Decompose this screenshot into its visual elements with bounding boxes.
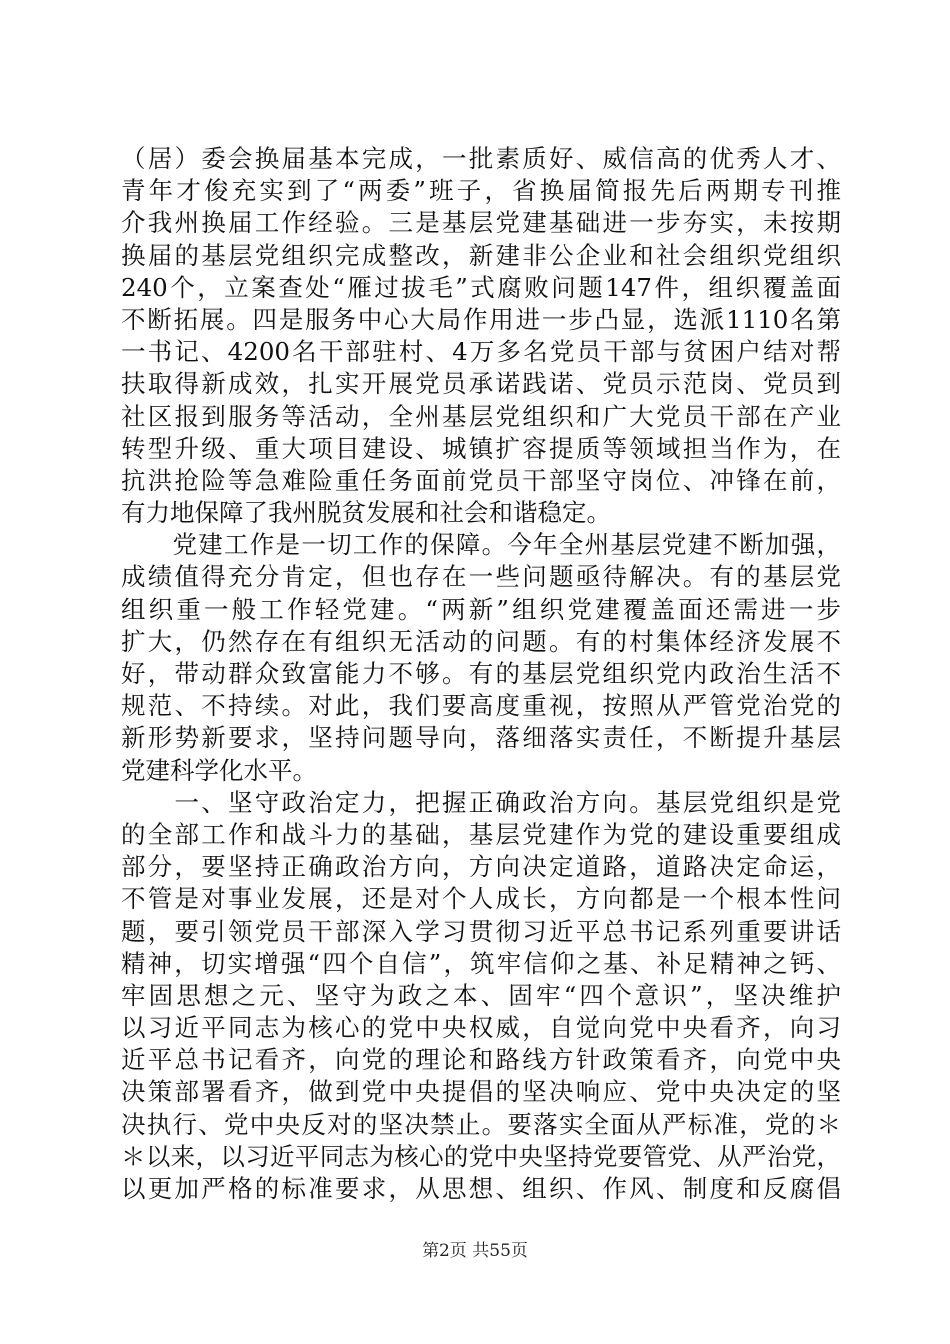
text-line-14: 成绩值得充分肯定，但也存在一些问题亟待解决。有的基层党 (121, 562, 841, 592)
text-line-5: 240个，立案查处“雁过拔毛”式腐败问题147件，组织覆盖面 (121, 272, 841, 302)
document-body (121, 143, 841, 1205)
text-line-29: 近平总书记看齐，向党的理论和路线方针政策看齐，向党中央 (121, 1045, 841, 1075)
text-line-23: 部分，要坚持正确政治方向，方向决定道路，道路决定命运， (121, 852, 841, 882)
text-line-12: 有力地保障了我州脱贫发展和社会和谐稳定。 (121, 498, 611, 528)
text-line-11: 抗洪抢险等急难险重任务面前党员干部坚守岗位、冲锋在前， (121, 465, 841, 495)
text-line-20: 党建科学化水平。 (121, 755, 317, 785)
text-line-22: 的全部工作和战斗力的基础，基层党建作为党的建设重要组成 (121, 819, 841, 849)
text-line-18: 规范、不持续。对此，我们要高度重视，按照从严管党治党的 (121, 691, 841, 721)
text-line-3: 介我州换届工作经验。三是基层党建基础进一步夯实，未按期 (121, 208, 841, 238)
text-line-17: 好，带动群众致富能力不够。有的基层党组织党内政治生活不 (121, 659, 841, 688)
text-line-32: ＊以来，以习近平同志为核心的党中央坚持党要管党、从严治党， (121, 1141, 841, 1171)
text-line-9: 社区报到服务等活动，全州基层党组织和广大党员干部在产业 (121, 401, 841, 431)
text-line-16: 扩大，仍然存在有组织无活动的问题。有的村集体经济发展不 (121, 626, 841, 656)
text-line-13: 党建工作是一切工作的保障。今年全州基层党建不断加强， (121, 530, 841, 560)
text-line-15: 组织重一般工作轻党建。“两新”组织党建覆盖面还需进一步 (121, 594, 841, 624)
text-line-19: 新形势新要求，坚持问题导向，落细落实责任，不断提升基层 (121, 723, 841, 753)
text-line-21: 一、坚守政治定力，把握正确政治方向。基层党组织是党 (121, 787, 841, 817)
page-footer (0, 1240, 950, 1262)
page-number-label: 第2页 共55页 (422, 1241, 528, 1261)
text-line-10: 转型升级、重大项目建设、城镇扩容提质等领域担当作为，在 (121, 433, 841, 463)
text-line-7: 一书记、4200名干部驻村、4万多名党员干部与贫困户结对帮 (121, 337, 841, 367)
text-line-8: 扶取得新成效，扎实开展党员承诺践诺、党员示范岗、党员到 (121, 369, 841, 399)
text-line-2: 青年才俊充实到了“两委”班子，省换届简报先后两期专刊推 (121, 176, 841, 206)
text-line-26: 精神，切实增强“四个自信”，筑牢信仰之基、补足精神之钙、 (121, 948, 841, 978)
text-line-6: 不断拓展。四是服务中心大局作用进一步凸显，选派1110名第 (121, 304, 841, 334)
text-line-25: 题，要引领党员干部深入学习贯彻习近平总书记系列重要讲话 (121, 916, 841, 946)
text-line-33: 以更加严格的标准要求，从思想、组织、作风、制度和反腐倡 (121, 1174, 841, 1203)
text-line-28: 以习近平同志为核心的党中央权威，自觉向党中央看齐，向习 (121, 1013, 841, 1043)
text-line-30: 决策部署看齐，做到党中央提倡的坚决响应、党中央决定的坚 (121, 1077, 841, 1107)
text-line-4: 换届的基层党组织完成整改，新建非公企业和社会组织党组织 (121, 240, 841, 270)
text-line-1: （居）委会换届基本完成，一批素质好、威信高的优秀人才、 (121, 144, 841, 173)
text-line-27: 牢固思想之元、坚守为政之本、固牢“四个意识”，坚决维护 (121, 980, 841, 1010)
text-line-31: 决执行、党中央反对的坚决禁止。要落实全面从严标准，党的＊ (121, 1109, 841, 1139)
text-line-24: 不管是对事业发展，还是对个人成长，方向都是一个根本性问 (121, 884, 841, 914)
